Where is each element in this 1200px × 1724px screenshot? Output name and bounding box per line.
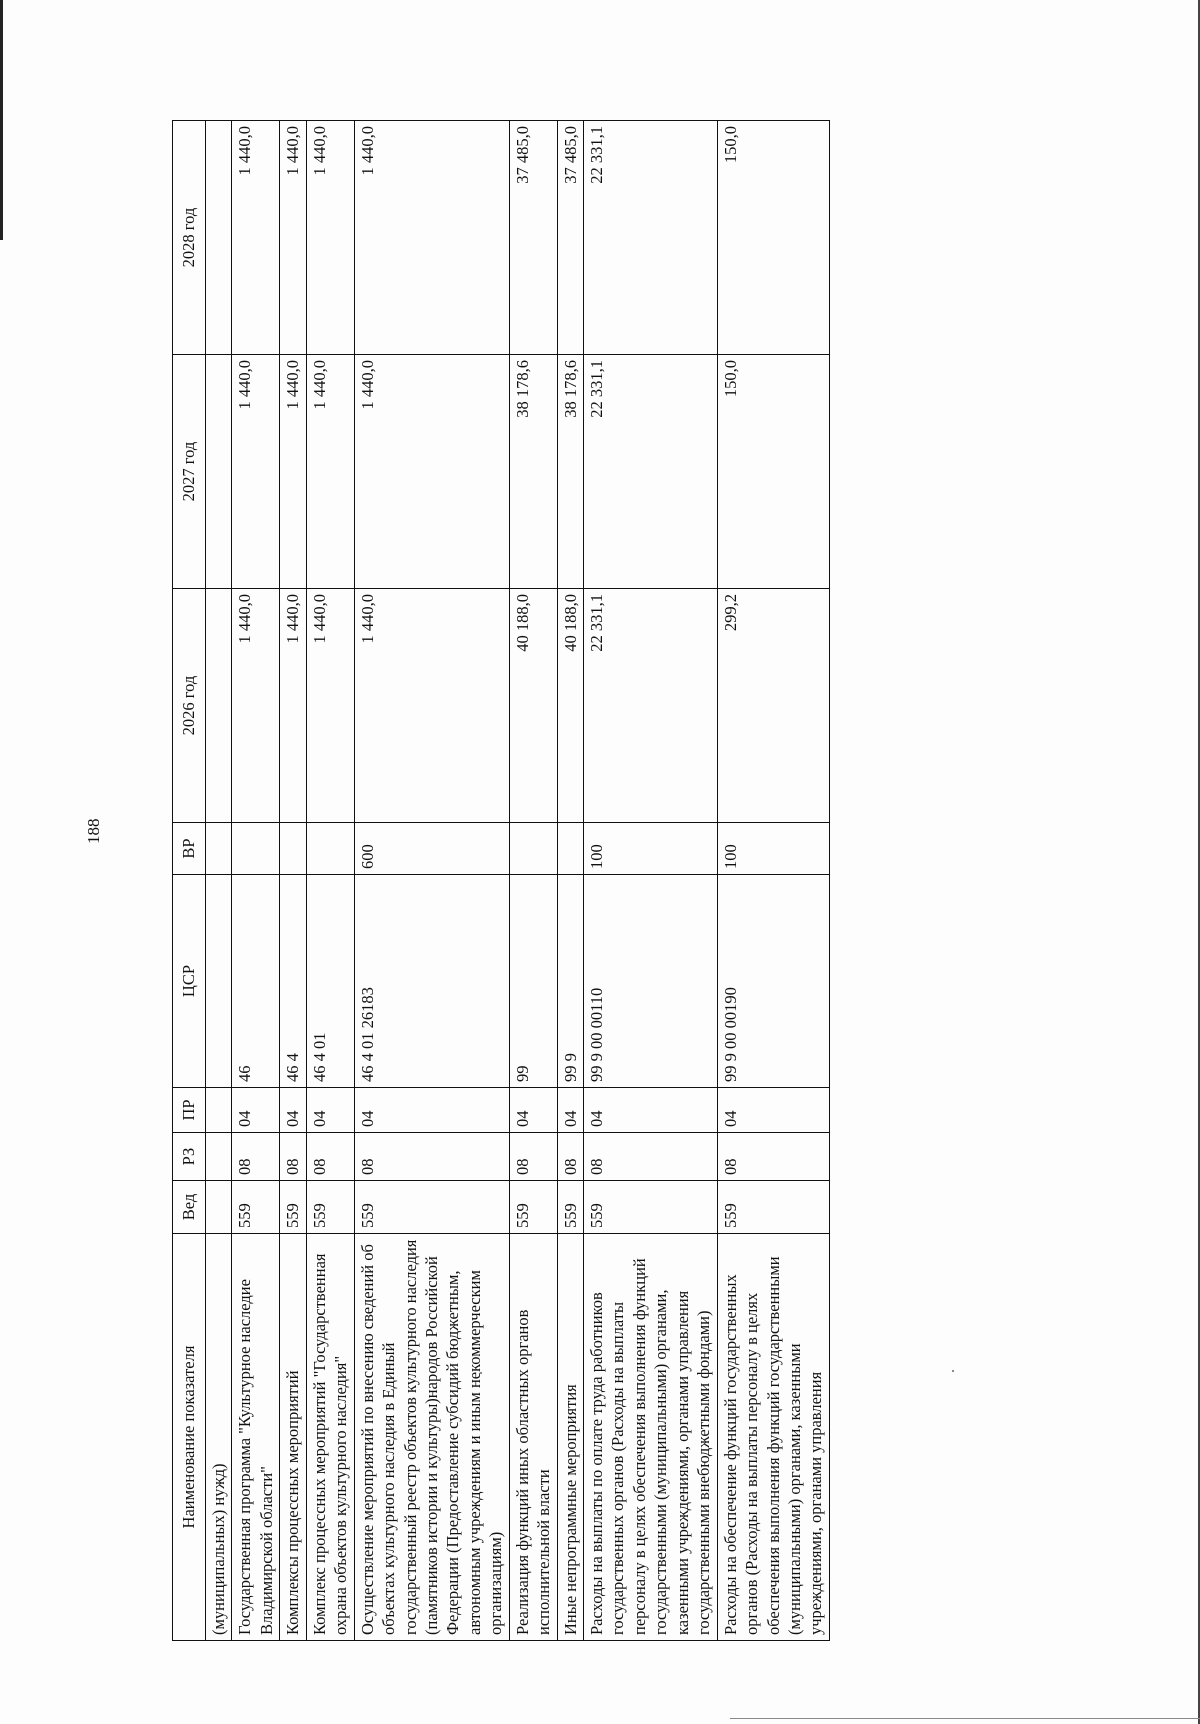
scan-edge-mark [0,0,3,240]
col-header-vr: ВР [173,823,206,875]
cell-name: Государственная программа "Культурное наследие Владимирской области" [232,1234,280,1641]
cell-ved: 559 [354,1181,509,1234]
cell-ved: 559 [557,1181,583,1234]
col-header-rz: РЗ [173,1133,206,1181]
cell-name: Расходы на обеспечение функций государственных органов (Расходы на выплаты персоналу в целях обеспечения выполнения функций государственными (муниципальными) органами, казенными учреждениями, органами управления [717,1234,829,1641]
cell-2028: 37 485,0 [509,121,557,355]
cell-rz: 08 [509,1133,557,1181]
cell-rz: 08 [232,1133,280,1181]
cell-csr: 99 9 [557,875,583,1088]
cell-rz: 08 [584,1133,718,1181]
col-header-2027: 2027 год [173,355,206,589]
cell-vr [306,823,354,875]
cell-2028: 37 485,0 [557,121,583,355]
cell-2027: 1 440,0 [354,355,509,589]
cell-rz: 08 [306,1133,354,1181]
cell-2026: 1 440,0 [280,589,306,823]
cell-ved: 559 [306,1181,354,1234]
cell-2028: 150,0 [717,121,829,355]
cell-vr [206,823,232,875]
cell-name: Расходы на выплаты по оплате труда работников государственных органов (Расходы на выплаты персоналу в целях обеспечения выполнения функций государственными (муниципальными) органами, казенными учреждениями, органами управления государственными внебюджетными фондами) [584,1234,718,1641]
cell-csr [206,875,232,1088]
cell-ved: 559 [509,1181,557,1234]
cell-vr: 100 [717,823,829,875]
cell-2026: 22 331,1 [584,589,718,823]
table-header-row [173,121,206,1641]
cell-pr: 04 [232,1088,280,1133]
cell-2027: 22 331,1 [584,355,718,589]
cell-csr: 99 9 00 00190 [717,875,829,1088]
cell-name: (муниципальных) нужд) [206,1234,232,1641]
cell-pr: 04 [354,1088,509,1133]
cell-csr: 46 4 [280,875,306,1088]
cell-2026: 1 440,0 [306,589,354,823]
table-row [354,121,509,1641]
table-row [232,121,280,1641]
cell-2028: 1 440,0 [354,121,509,355]
table-row [280,121,306,1641]
cell-ved: 559 [717,1181,829,1234]
cell-csr: 46 4 01 26183 [354,875,509,1088]
cell-csr: 46 4 01 [306,875,354,1088]
table-row [557,121,583,1641]
cell-pr [206,1088,232,1133]
col-header-csr: ЦСР [173,875,206,1088]
cell-2026 [206,589,232,823]
rotated-table-container [172,121,1147,1641]
col-header-2026: 2026 год [173,589,206,823]
cell-2027: 38 178,6 [509,355,557,589]
cell-name: Реализация функций иных областных органов исполнительной власти [509,1234,557,1641]
cell-name: Осуществление мероприятий по внесению сведений об объектах культурного наследия в Единый государственный реестр объектов культурного наследия (памятников истории и культуры)народов Российской Федерации (Предоставление субсидий бюджетным, автономным учреждениям и иным некоммерческим организациям) [354,1234,509,1641]
table-row [584,121,718,1641]
cell-2028: 1 440,0 [306,121,354,355]
cell-vr [280,823,306,875]
cell-vr [509,823,557,875]
cell-rz: 08 [354,1133,509,1181]
cell-pr: 04 [557,1088,583,1133]
cell-ved: 559 [280,1181,306,1234]
col-header-name: Наименование показателя [173,1234,206,1641]
cell-2027: 1 440,0 [306,355,354,589]
cell-pr: 04 [280,1088,306,1133]
cell-2026: 40 188,0 [509,589,557,823]
table-row [306,121,354,1641]
cell-ved: 559 [584,1181,718,1234]
cell-csr: 99 9 00 00110 [584,875,718,1088]
cell-2027: 38 178,6 [557,355,583,589]
cell-vr [232,823,280,875]
cell-2027: 1 440,0 [280,355,306,589]
cell-pr: 04 [306,1088,354,1133]
cell-ved: 559 [232,1181,280,1234]
table-row [717,121,829,1641]
cell-2026: 299,2 [717,589,829,823]
cell-name: Иные непрограммные мероприятия [557,1234,583,1641]
page-number: 188 [84,818,103,844]
cell-2027: 1 440,0 [232,355,280,589]
cell-rz [206,1133,232,1181]
cell-2028: 1 440,0 [232,121,280,355]
cell-2027: 150,0 [717,355,829,589]
cell-pr: 04 [584,1088,718,1133]
table-row [206,121,232,1641]
cell-vr [557,823,583,875]
cell-2028: 22 331,1 [584,121,718,355]
col-header-pr: ПР [173,1088,206,1133]
cell-pr: 04 [509,1088,557,1133]
cell-2027 [206,355,232,589]
cell-2026: 40 188,0 [557,589,583,823]
scan-bottom-line [730,1718,1200,1719]
cell-vr: 600 [354,823,509,875]
cell-2026: 1 440,0 [354,589,509,823]
cell-ved [206,1181,232,1234]
cell-rz: 08 [717,1133,829,1181]
cell-name: Комплексы процессных мероприятий [280,1234,306,1641]
cell-2028 [206,121,232,355]
cell-pr: 04 [717,1088,829,1133]
budget-table [172,120,830,1641]
cell-2026: 1 440,0 [232,589,280,823]
cell-csr: 46 [232,875,280,1088]
cell-rz: 08 [280,1133,306,1181]
cell-2028: 1 440,0 [280,121,306,355]
col-header-ved: Вед [173,1181,206,1234]
cell-vr: 100 [584,823,718,875]
col-header-2028: 2028 год [173,121,206,355]
table-row [509,121,557,1641]
cell-name: Комплекс процессных мероприятий "Государственная охрана объектов культурного наследия" [306,1234,354,1641]
cell-rz: 08 [557,1133,583,1181]
cell-csr: 99 [509,875,557,1088]
